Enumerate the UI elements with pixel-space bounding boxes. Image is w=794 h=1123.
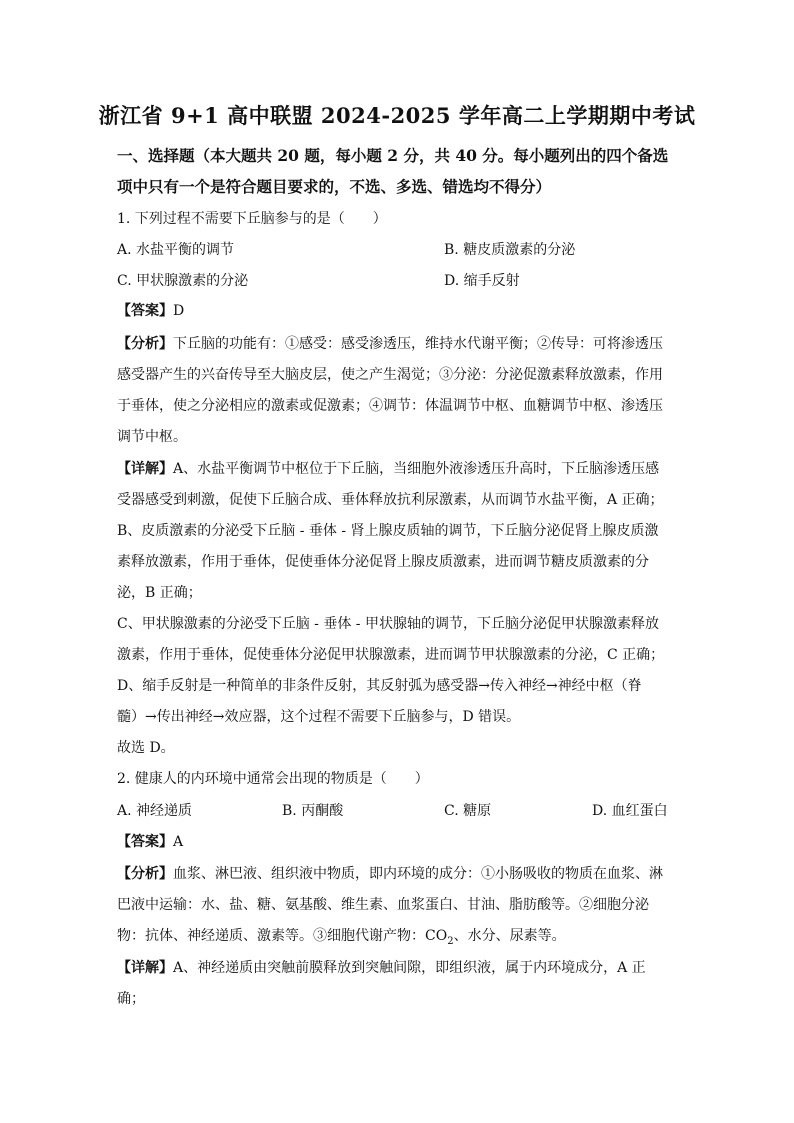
answer-tag: 【答案】 bbox=[117, 834, 173, 850]
question-1-option-b: B. 糖皮质激素的分泌 bbox=[444, 242, 576, 258]
answer-tag: 【答案】 bbox=[117, 303, 173, 319]
question-1-answer bbox=[117, 300, 184, 320]
question-2-stem: 2. 健康人的内环境中通常会出现的物质是（ ） bbox=[117, 771, 429, 787]
question-1-detail-line: B、皮质激素的分泌受下丘脑 - 垂体 - 肾上腺皮质轴的调节，下丘脑分泌促肾上腺皮质激 bbox=[117, 523, 659, 539]
question-1-analysis-line: 调节中枢。 bbox=[117, 429, 187, 445]
subscript: 2 bbox=[447, 935, 454, 947]
question-2-detail-line bbox=[117, 957, 646, 977]
question-1-detail-line: 素释放激素，作用于垂体，促使垂体分泌促肾上腺皮质激素，进而调节糖皮质激素的分 bbox=[117, 554, 649, 570]
detail-tag: 【详解】 bbox=[117, 960, 173, 976]
question-1-detail-line: D、缩手反射是一种简单的非条件反射，其反射弧为感受器→传入神经→神经中枢（脊 bbox=[117, 678, 642, 694]
question-1-stem: 1. 下列过程不需要下丘脑参与的是（ ） bbox=[117, 211, 387, 227]
analysis-text: 物：抗体、神经递质、激素等。③细胞代谢产物：CO bbox=[117, 928, 448, 944]
question-2-detail-line: 确； bbox=[117, 991, 145, 1007]
question-1-analysis-line bbox=[117, 333, 663, 353]
question-1-analysis-line: 感受器产生的兴奋传导至大脑皮层，使之产生渴觉；③分泌：分泌促激素释放激素，作用 bbox=[117, 367, 663, 383]
question-1-conclusion: 故选 D。 bbox=[117, 740, 175, 756]
question-2-analysis-line bbox=[117, 863, 663, 883]
question-1-analysis-line: 于垂体，使之分泌相应的激素或促激素；④调节：体温调节中枢、血糖调节中枢、渗透压 bbox=[117, 398, 663, 414]
section-heading-line-1: 一、选择题（本大题共 20 题，每小题 2 分，共 40 分。每小题列出的四个备选 bbox=[117, 146, 669, 165]
question-1-option-a: A. 水盐平衡的调节 bbox=[117, 242, 235, 258]
question-2-option-d: D. 血红蛋白 bbox=[592, 803, 668, 819]
question-1-detail-line bbox=[117, 458, 659, 478]
question-1-detail-line: 髓）→传出神经→效应器，这个过程不需要下丘脑参与，D 错误。 bbox=[117, 709, 521, 725]
question-1-option-d: D. 缩手反射 bbox=[444, 273, 520, 289]
question-1-detail-line: 受器感受到刺激，促使下丘脑合成、垂体释放抗利尿激素，从而调节水盐平衡，A 正确； bbox=[117, 492, 664, 508]
question-2-analysis-line bbox=[117, 925, 566, 947]
question-2-option-b: B. 丙酮酸 bbox=[282, 803, 344, 819]
question-1-detail-line: C、甲状腺激素的分泌受下丘脑 - 垂体 - 甲状腺轴的调节，下丘脑分泌促甲状腺激素释放 bbox=[117, 616, 659, 632]
page-title: 浙江省 9+1 高中联盟 2024-2025 学年高二上学期期中考试 bbox=[98, 103, 696, 128]
question-2-analysis-line: 巴液中运输：水、盐、糖、氨基酸、维生素、血浆蛋白、甘油、脂肪酸等。②细胞分泌 bbox=[117, 897, 649, 913]
question-1-detail-line: 激素，作用于垂体，促使垂体分泌促甲状腺激素，进而调节甲状腺激素的分泌，C 正确； bbox=[117, 647, 665, 663]
analysis-text: 、水分、尿素等。 bbox=[453, 928, 566, 944]
detail-text: A、水盐平衡调节中枢位于下丘脑，当细胞外液渗透压升高时，下丘脑渗透压感 bbox=[173, 461, 660, 477]
answer-value: A bbox=[173, 834, 184, 850]
detail-text: A、神经递质由突触前膜释放到突触间隙，即组织液，属于内环境成分，A 正 bbox=[173, 960, 646, 976]
question-2-answer bbox=[117, 831, 183, 851]
question-1-option-c: C. 甲状腺激素的分泌 bbox=[117, 273, 249, 289]
analysis-text: 下丘脑的功能有：①感受：感受渗透压，维持水代谢平衡；②传导：可将渗透压 bbox=[173, 336, 663, 352]
question-1-detail-line: 泌，B 正确； bbox=[117, 585, 202, 601]
question-2-option-a: A. 神经递质 bbox=[117, 803, 193, 819]
analysis-tag: 【分析】 bbox=[117, 336, 173, 352]
question-2-option-c: C. 糖原 bbox=[444, 803, 492, 819]
answer-value: D bbox=[173, 303, 185, 319]
section-heading-line-2: 项中只有一个是符合题目要求的，不选、多选、错选均不得分） bbox=[117, 177, 552, 196]
analysis-text: 血浆、淋巴液、组织液中物质，即内环境的成分：①小肠吸收的物质在血浆、淋 bbox=[173, 866, 663, 882]
analysis-tag: 【分析】 bbox=[117, 866, 173, 882]
detail-tag: 【详解】 bbox=[117, 461, 173, 477]
